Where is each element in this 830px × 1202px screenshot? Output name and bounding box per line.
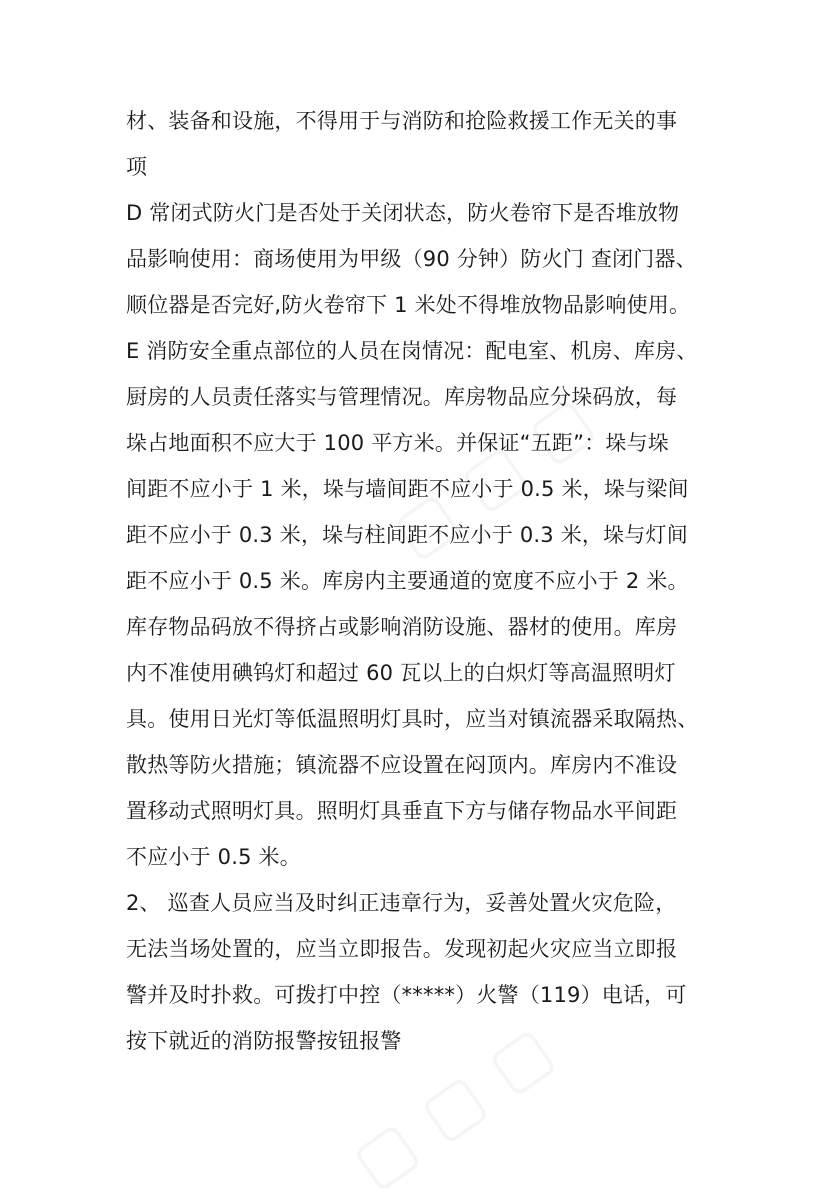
text-line: 内不准使用碘钨灯和超过 60 瓦以上的白炽灯等高温照明灯: [126, 661, 676, 685]
text-line: 厨房的人员责任落实与管理情况。库房物品应分垛码放，每: [126, 385, 678, 409]
text-line: 项: [126, 155, 148, 179]
text-line: 材、装备和设施，不得用于与消防和抢险救援工作无关的事: [126, 109, 678, 133]
text-line: 顺位器是否完好,防火卷帘下 1 米处不得堆放物品影响使用。: [126, 293, 691, 317]
text-line: 不应小于 0.5 米。: [126, 845, 301, 869]
text-line: 距不应小于 0.5 米。库房内主要通道的宽度不应小于 2 米。: [126, 569, 689, 593]
text-line: 散热等防火措施；镇流器不应设置在闷顶内。库房内不准设: [126, 753, 678, 777]
text-line: E 消防安全重点部位的人员在岗情况：配电室、机房、库房、: [126, 339, 698, 363]
text-line: 距不应小于 0.3 米，垛与柱间距不应小于 0.3 米，垛与灯间: [126, 523, 688, 547]
text-line: 无法当场处置的，应当立即报告。发现初起火灾应当立即报: [126, 937, 678, 961]
text-line: 库存物品码放不得挤占或影响消防设施、器材的使用。库房: [126, 615, 678, 639]
text-line: 垛占地面积不应大于 100 平方米。并保证“五距”：垛与垛: [126, 431, 669, 455]
text-line: D 常闭式防火门是否处于关闭状态，防火卷帘下是否堆放物: [126, 201, 680, 225]
text-line: 间距不应小于 1 米，垛与墙间距不应小于 0.5 米，垛与梁间: [126, 477, 689, 501]
document-body: [126, 98, 716, 1064]
text-line: 警并及时扑救。可拨打中控（*****）火警（119）电话，可: [126, 983, 687, 1007]
text-line: 2、 巡查人员应当及时纠正违章行为，妥善处置火灾危险，: [126, 891, 677, 915]
text-line: 置移动式照明灯具。照明灯具垂直下方与储存物品水平间距: [126, 799, 678, 823]
text-line: 按下就近的消防报警按钮报警: [126, 1029, 402, 1053]
text-line: 具。使用日光灯等低温照明灯具时，应当对镇流器采取隔热、: [126, 707, 699, 731]
text-line: 品影响使用：商场使用为甲级（90 分钟）防火门 查闭门器、: [126, 247, 697, 271]
